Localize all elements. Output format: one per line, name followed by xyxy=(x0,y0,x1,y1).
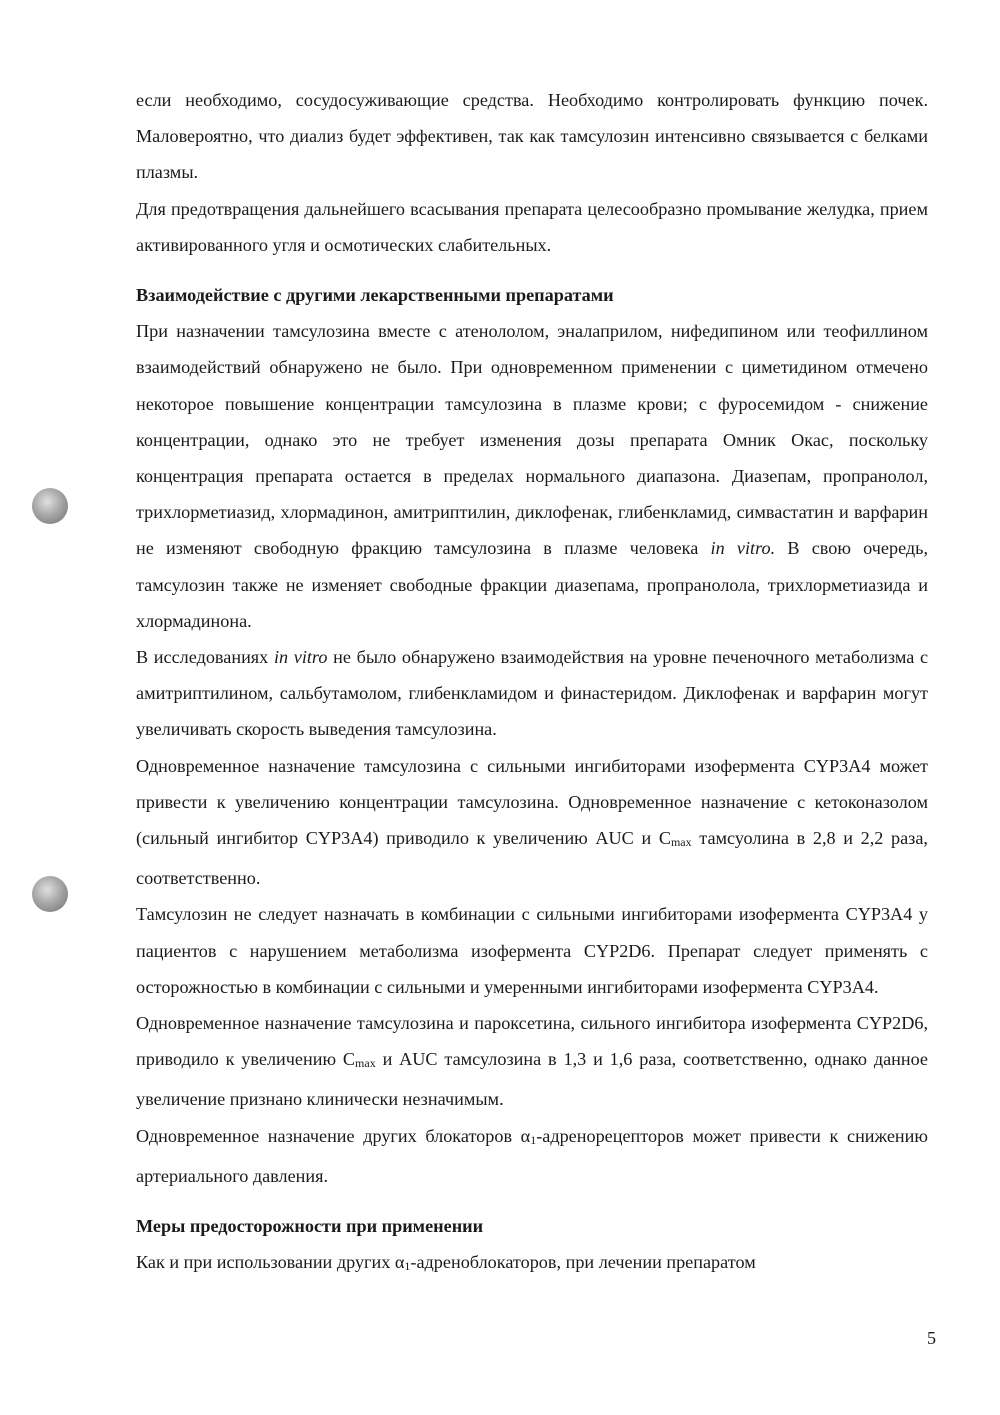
italic-text: in vitro xyxy=(273,647,328,668)
paragraph: Тамсулозин не следует назначать в комбинации с сильными ингибиторами изофермента CYP3A4 у пациентов с нарушением метаболизма изофермента CYP2D6. Препарат следует применять с осторожностью в комбинации с сильными и умеренными ингибиторами изофермента CYP3A4. xyxy=(136,904,928,997)
page-number: 5 xyxy=(927,1328,936,1348)
section-heading-interactions: Взаимодействие с другими лекарственными препаратами xyxy=(136,285,614,306)
paragraph xyxy=(136,748,928,897)
text-run: В исследованиях xyxy=(136,647,269,668)
paragraph xyxy=(136,313,928,639)
text-run: Одновременное назначение других блокаторов α xyxy=(136,1125,531,1146)
text-run: не было обнаружено взаимодействия на уровне печеночного метаболизма с амитриптилином, сальбутамолом, глибенкламидом и финастеридом. Диклофенак и варфарин могут увеличивать скорость выведения тамсулозина. xyxy=(136,647,929,740)
text-run: -адреноблокаторов, при лечении препаратом xyxy=(410,1252,756,1273)
paragraph xyxy=(136,1005,928,1118)
text-run: При назначении тамсулозина вместе с атенололом, эналаприлом, нифедипином или теофиллином взаимодействий обнаружено не было. При одновременном применении с циметидином отмечено некоторое повышение концентрации тамсулозина в плазме крови; с фуросемидом - снижение концентрации, однако это не требует изменения дозы препарата Омник Окас, поскольку концентрация препарата остается в пределах нормального диапазона. Диазепам, пропранолол, трихлорметиазид, хлормадинон, амитриптилин, диклофенак, глибенкламид, симвастатин и варфарин не изменяют свободную фракцию тамсулозина в плазме человека xyxy=(136,321,928,559)
text-run: тамсуолина в 2,8 и 2,2 раза, соответственно. xyxy=(136,828,928,889)
subscript: max xyxy=(355,1056,376,1071)
text-run: В свою очередь, тамсулозин также не изменяет свободные фракции диазепама, пропранолола, трихлорметиазида и хлормадинона. xyxy=(136,538,929,631)
subscript: max xyxy=(670,835,692,850)
body-text xyxy=(136,82,928,1285)
punch-hole-icon xyxy=(32,488,68,524)
paragraph: если необходимо, сосудосуживающие средства. Необходимо контролировать функцию почек. Маловероятно, что диализ будет эффективен, так как тамсулозин интенсивно связывается с белками плазмы. xyxy=(136,90,928,183)
text-run: Одновременное назначение тамсулозина и пароксетина, сильного ингибитора изофермента CYP2D6, приводило к увеличению C xyxy=(136,1013,928,1070)
text-run: и AUC тамсулозина в 1,3 и 1,6 раза, соответственно, однако данное увеличение признано клинически незначимым. xyxy=(136,1049,928,1110)
italic-text: in vitro. xyxy=(710,538,776,559)
text-run: -адренорецепторов может привести к снижению артериального давления. xyxy=(136,1125,928,1186)
paragraph xyxy=(136,1244,928,1284)
section-heading-precautions: Меры предосторожности при применении xyxy=(136,1216,484,1237)
paragraph: Для предотвращения дальнейшего всасывания препарата целесообразно промывание желудка, прием активированного угля и осмотических слабительных. xyxy=(136,198,928,255)
subscript: 1 xyxy=(404,1259,411,1274)
text-run: Одновременное назначение тамсулозина с сильными ингибиторами изофермента CYP3A4 может привести к увеличению концентрации тамсулозина. Одновременное назначение с кетоконазолом (сильный ингибитор CYP3A4) приводило к увеличению AUC и C xyxy=(136,755,928,849)
subscript: 1 xyxy=(530,1132,537,1147)
punch-hole-icon xyxy=(32,876,68,912)
paragraph xyxy=(136,639,928,748)
text-run: Как и при использовании других α xyxy=(136,1252,405,1273)
paragraph xyxy=(136,1118,928,1194)
